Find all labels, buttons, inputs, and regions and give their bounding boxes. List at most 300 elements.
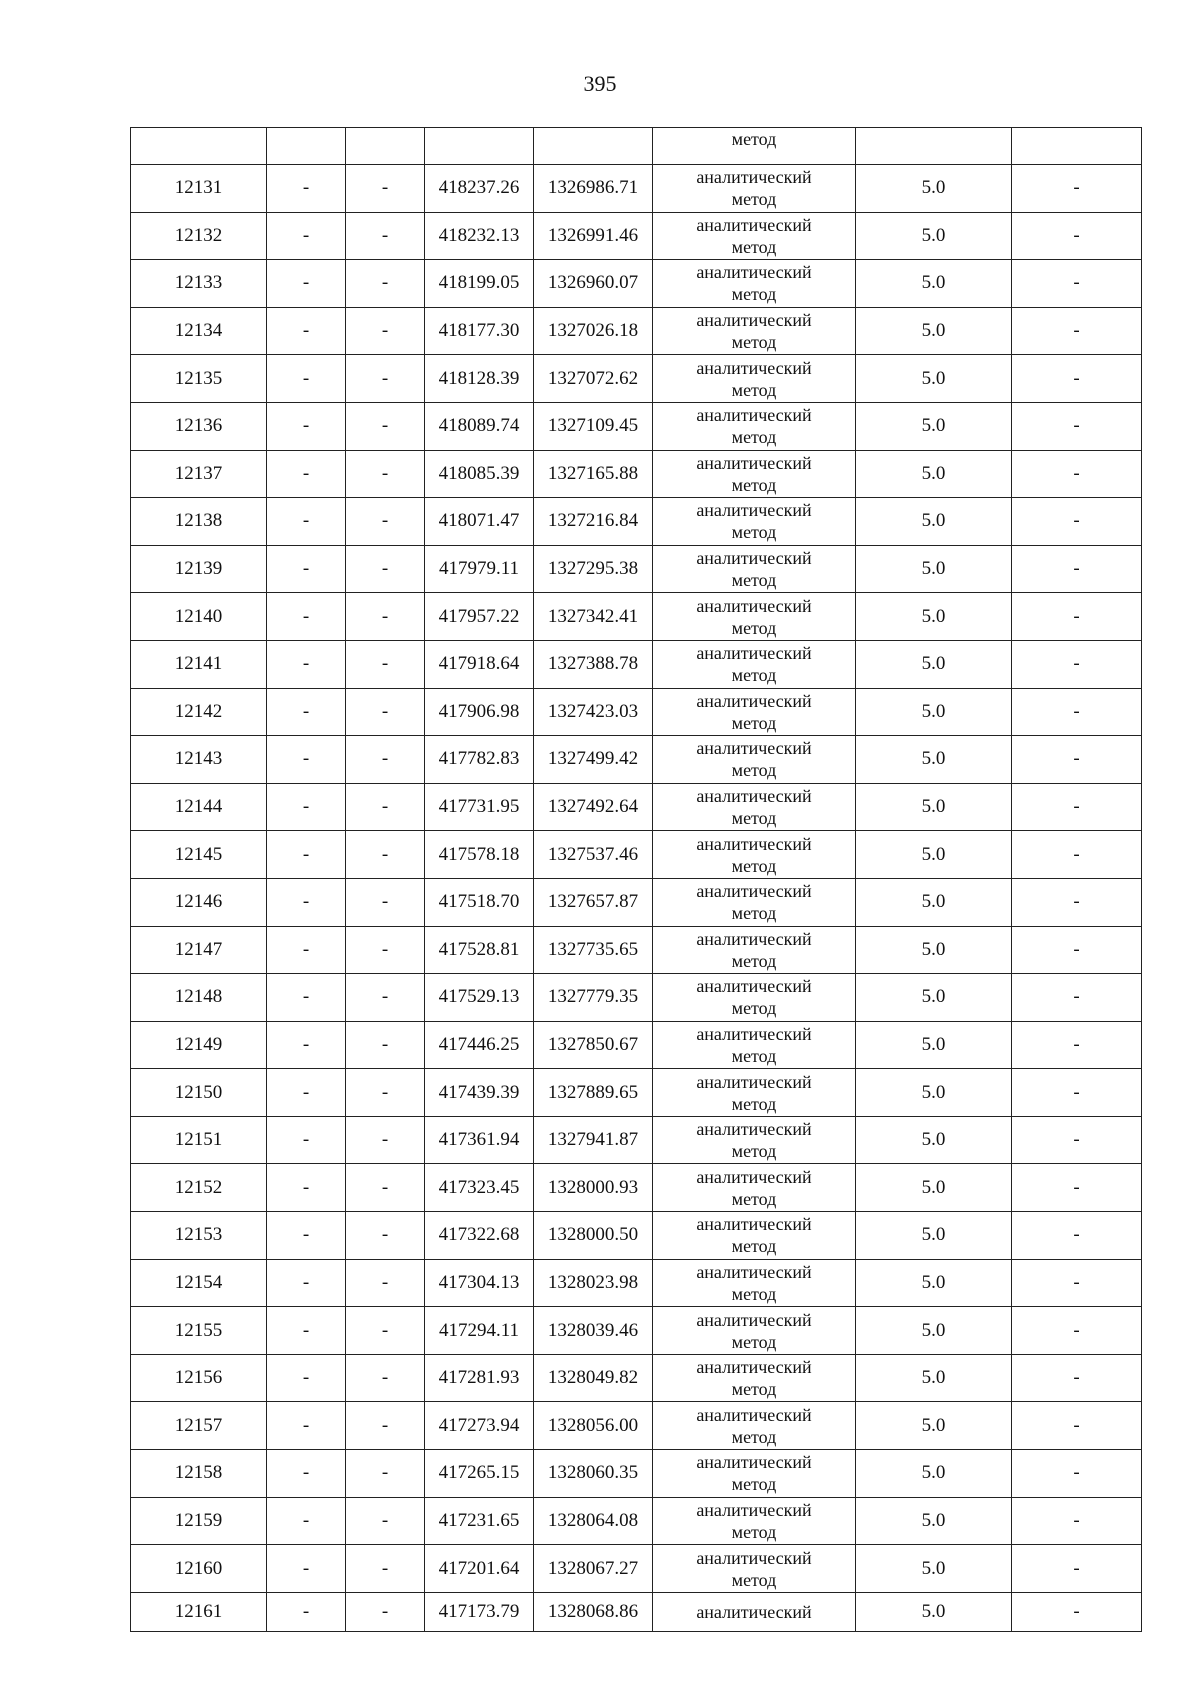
method-line-1: аналитический [696,1309,812,1330]
cell-col3: - [346,878,425,926]
cell-empty [346,128,425,165]
cell-accuracy: 5.0 [856,640,1012,688]
cell-col8: - [1012,1450,1142,1498]
method-line-1: аналитический [696,595,812,616]
cell-x: 417322.68 [425,1212,534,1260]
cell-col3: - [346,1259,425,1307]
cell-col3: - [346,307,425,355]
cell-x: 417294.11 [425,1307,534,1355]
cell-x: 418089.74 [425,402,534,450]
method-line-1: аналитический [696,405,812,426]
cell-empty [1012,128,1142,165]
cell-method [653,736,856,784]
cell-point-id: 12157 [131,1402,267,1450]
cell-col2: - [267,307,346,355]
cell-col2: - [267,498,346,546]
cell-col3: - [346,688,425,736]
cell-y: 1328000.50 [534,1212,653,1260]
method-line-2: метод [731,903,777,924]
cell-col2: - [267,1592,346,1631]
table-row [131,212,1142,260]
cell-method [653,640,856,688]
cell-col3: - [346,736,425,784]
cell-col2: - [267,545,346,593]
method-line-2: метод [731,712,777,733]
table-row [131,498,1142,546]
method-line-2: метод [731,1569,777,1590]
method-line-2: метод [731,427,777,448]
cell-col3: - [346,1545,425,1593]
cell-col3: - [346,1497,425,1545]
cell-empty [534,128,653,165]
cell-col8: - [1012,1116,1142,1164]
table-row [131,1116,1142,1164]
method-line-2: метод [731,1141,777,1162]
cell-method [653,1164,856,1212]
table-row [131,974,1142,1022]
cell-col2: - [267,831,346,879]
cell-accuracy: 5.0 [856,307,1012,355]
cell-col2: - [267,1069,346,1117]
cell-col3: - [346,1021,425,1069]
method-line-1: аналитический [696,548,812,569]
cell-accuracy: 5.0 [856,1259,1012,1307]
cell-method [653,450,856,498]
cell-method [653,260,856,308]
method-line-2: метод [731,1474,777,1495]
cell-point-id: 12158 [131,1450,267,1498]
cell-accuracy: 5.0 [856,1450,1012,1498]
cell-point-id: 12136 [131,402,267,450]
cell-col3: - [346,1354,425,1402]
cell-method [653,1259,856,1307]
cell-y: 1326991.46 [534,212,653,260]
cell-method [653,1592,856,1631]
table-row [131,545,1142,593]
cell-point-id: 12153 [131,1212,267,1260]
cell-accuracy: 5.0 [856,1307,1012,1355]
method-line-1: аналитический [696,214,812,235]
cell-col8: - [1012,783,1142,831]
cell-method [653,402,856,450]
method-line-1: аналитический [696,1071,812,1092]
coordinates-table [130,127,1142,1632]
cell-col2: - [267,974,346,1022]
method-line-2: метод [731,665,777,686]
cell-col2: - [267,1307,346,1355]
cell-accuracy: 5.0 [856,355,1012,403]
method-line-2: метод [731,1426,777,1447]
cell-y: 1327499.42 [534,736,653,784]
cell-accuracy: 5.0 [856,688,1012,736]
cell-col2: - [267,926,346,974]
table-body [131,128,1142,1632]
method-line-1: аналитический [696,881,812,902]
cell-point-id: 12156 [131,1354,267,1402]
continuation-row [131,128,1142,165]
table-row [131,688,1142,736]
table-row [131,355,1142,403]
cell-col2: - [267,1116,346,1164]
method-line-2: метод [731,950,777,971]
cell-x: 417304.13 [425,1259,534,1307]
cell-method [653,783,856,831]
cell-method [653,688,856,736]
cell-x: 417439.39 [425,1069,534,1117]
method-line-2: метод [731,808,777,829]
cell-method [653,1021,856,1069]
cell-col8: - [1012,1497,1142,1545]
cell-col2: - [267,165,346,213]
cell-empty [131,128,267,165]
cell-point-id: 12161 [131,1592,267,1631]
cell-col2: - [267,355,346,403]
cell-x: 417201.64 [425,1545,534,1593]
table-row [131,1259,1142,1307]
cell-col2: - [267,402,346,450]
cell-method-continuation: метод [653,128,856,165]
cell-accuracy: 5.0 [856,974,1012,1022]
cell-point-id: 12146 [131,878,267,926]
cell-x: 417528.81 [425,926,534,974]
method-line-2: метод [731,474,777,495]
cell-empty [425,128,534,165]
cell-col3: - [346,212,425,260]
cell-y: 1328039.46 [534,1307,653,1355]
cell-col3: - [346,165,425,213]
cell-y: 1327537.46 [534,831,653,879]
cell-col3: - [346,402,425,450]
cell-point-id: 12140 [131,593,267,641]
table-row [131,1164,1142,1212]
cell-method [653,1116,856,1164]
cell-col8: - [1012,307,1142,355]
cell-col2: - [267,783,346,831]
table-row [131,926,1142,974]
cell-method [653,1450,856,1498]
cell-col3: - [346,926,425,974]
method-line-2: метод [731,1188,777,1209]
method-line-1: аналитический [696,928,812,949]
cell-col3: - [346,1592,425,1631]
cell-accuracy: 5.0 [856,926,1012,974]
cell-col2: - [267,736,346,784]
cell-x: 417231.65 [425,1497,534,1545]
cell-col3: - [346,1450,425,1498]
method-line-2: метод [731,998,777,1019]
cell-col2: - [267,1354,346,1402]
cell-accuracy: 5.0 [856,1212,1012,1260]
cell-method [653,1212,856,1260]
cell-col8: - [1012,1212,1142,1260]
cell-y: 1327941.87 [534,1116,653,1164]
cell-point-id: 12155 [131,1307,267,1355]
table-row [131,783,1142,831]
cell-col2: - [267,1164,346,1212]
method-line-2: метод [731,284,777,305]
cell-accuracy: 5.0 [856,1592,1012,1631]
method-line-2: метод [731,1283,777,1304]
cell-col8: - [1012,212,1142,260]
cell-method [653,1497,856,1545]
cell-col2: - [267,640,346,688]
table-row [131,307,1142,355]
cell-col8: - [1012,1402,1142,1450]
method-line-1: аналитический [696,1119,812,1140]
table-row [131,736,1142,784]
cell-method [653,1354,856,1402]
cell-method [653,1069,856,1117]
cell-col8: - [1012,736,1142,784]
cell-point-id: 12154 [131,1259,267,1307]
cell-accuracy: 5.0 [856,450,1012,498]
cell-col3: - [346,450,425,498]
cell-col8: - [1012,640,1142,688]
method-line-2: метод [731,855,777,876]
method-line-2: метод [731,332,777,353]
table-row [131,165,1142,213]
method-line-2: метод [731,1521,777,1542]
table-row [131,1592,1142,1631]
cell-col8: - [1012,1021,1142,1069]
cell-point-id: 12150 [131,1069,267,1117]
cell-point-id: 12133 [131,260,267,308]
cell-point-id: 12160 [131,1545,267,1593]
cell-method [653,498,856,546]
cell-accuracy: 5.0 [856,783,1012,831]
table-row [131,1021,1142,1069]
cell-col2: - [267,450,346,498]
method-line-2: метод [731,1093,777,1114]
cell-x: 417918.64 [425,640,534,688]
cell-method [653,1307,856,1355]
method-line-1: аналитический [696,976,812,997]
cell-x: 417979.11 [425,545,534,593]
cell-accuracy: 5.0 [856,1354,1012,1402]
cell-col8: - [1012,1354,1142,1402]
cell-col8: - [1012,545,1142,593]
cell-x: 417906.98 [425,688,534,736]
cell-y: 1327109.45 [534,402,653,450]
cell-col3: - [346,545,425,593]
cell-col2: - [267,1545,346,1593]
cell-col8: - [1012,974,1142,1022]
cell-method [653,831,856,879]
cell-x: 417173.79 [425,1592,534,1631]
cell-x: 417731.95 [425,783,534,831]
method-line-2: метод [731,617,777,638]
cell-col2: - [267,1450,346,1498]
cell-method [653,545,856,593]
cell-x: 417281.93 [425,1354,534,1402]
cell-y: 1328060.35 [534,1450,653,1498]
cell-point-id: 12139 [131,545,267,593]
cell-col2: - [267,1021,346,1069]
cell-accuracy: 5.0 [856,878,1012,926]
cell-col3: - [346,498,425,546]
cell-col2: - [267,212,346,260]
method-line-2: метод [731,1379,777,1400]
cell-col2: - [267,1402,346,1450]
cell-col8: - [1012,165,1142,213]
cell-y: 1327026.18 [534,307,653,355]
table-row [131,1212,1142,1260]
method-line-1: аналитический [696,500,812,521]
cell-y: 1328000.93 [534,1164,653,1212]
cell-col8: - [1012,498,1142,546]
cell-accuracy: 5.0 [856,1164,1012,1212]
cell-method [653,1402,856,1450]
cell-col3: - [346,1402,425,1450]
cell-accuracy: 5.0 [856,593,1012,641]
cell-x: 417323.45 [425,1164,534,1212]
cell-x: 418232.13 [425,212,534,260]
cell-y: 1328049.82 [534,1354,653,1402]
method-line-1: аналитический [696,1166,812,1187]
cell-y: 1327216.84 [534,498,653,546]
table-row [131,831,1142,879]
cell-point-id: 12137 [131,450,267,498]
method-line-1: аналитический [696,1404,812,1425]
cell-point-id: 12134 [131,307,267,355]
cell-col3: - [346,355,425,403]
cell-col8: - [1012,926,1142,974]
cell-col8: - [1012,831,1142,879]
table-row [131,1069,1142,1117]
cell-col8: - [1012,1545,1142,1593]
cell-x: 418128.39 [425,355,534,403]
method-line-2: метод [731,1236,777,1257]
cell-method [653,307,856,355]
cell-point-id: 12135 [131,355,267,403]
table-row [131,1402,1142,1450]
cell-col3: - [346,593,425,641]
cell-y: 1328068.86 [534,1592,653,1631]
cell-point-id: 12145 [131,831,267,879]
cell-col3: - [346,1212,425,1260]
method-line-1: аналитический [696,1452,812,1473]
method-line-2: метод [731,379,777,400]
cell-y: 1327889.65 [534,1069,653,1117]
cell-col8: - [1012,1164,1142,1212]
cell-col3: - [346,783,425,831]
cell-point-id: 12148 [131,974,267,1022]
cell-x: 418071.47 [425,498,534,546]
cell-y: 1327342.41 [534,593,653,641]
table-row [131,1354,1142,1402]
method-line-1: аналитический [696,262,812,283]
method-line-1: аналитический [696,1601,812,1622]
cell-accuracy: 5.0 [856,402,1012,450]
cell-y: 1327388.78 [534,640,653,688]
cell-method [653,593,856,641]
cell-col3: - [346,1164,425,1212]
cell-method [653,878,856,926]
method-line-2: метод [731,570,777,591]
cell-y: 1327779.35 [534,974,653,1022]
cell-x: 417782.83 [425,736,534,784]
cell-point-id: 12151 [131,1116,267,1164]
method-line-1: аналитический [696,833,812,854]
cell-y: 1328023.98 [534,1259,653,1307]
cell-accuracy: 5.0 [856,545,1012,593]
cell-y: 1327492.64 [534,783,653,831]
table-row [131,640,1142,688]
cell-y: 1327735.65 [534,926,653,974]
cell-point-id: 12152 [131,1164,267,1212]
cell-y: 1326960.07 [534,260,653,308]
cell-x: 417578.18 [425,831,534,879]
cell-x: 418177.30 [425,307,534,355]
cell-col3: - [346,1116,425,1164]
cell-point-id: 12144 [131,783,267,831]
cell-point-id: 12159 [131,1497,267,1545]
cell-point-id: 12142 [131,688,267,736]
cell-x: 418085.39 [425,450,534,498]
cell-point-id: 12143 [131,736,267,784]
cell-col2: - [267,688,346,736]
cell-col2: - [267,260,346,308]
method-line-1: аналитический [696,786,812,807]
cell-accuracy: 5.0 [856,1545,1012,1593]
cell-accuracy: 5.0 [856,1116,1012,1164]
cell-accuracy: 5.0 [856,1021,1012,1069]
table-row [131,1450,1142,1498]
method-line-1: аналитический [696,643,812,664]
cell-accuracy: 5.0 [856,1402,1012,1450]
method-line-1: аналитический [696,167,812,188]
cell-col3: - [346,260,425,308]
method-line-2: метод [731,760,777,781]
method-line-1: аналитический [696,1214,812,1235]
cell-accuracy: 5.0 [856,498,1012,546]
method-line-1: аналитический [696,1357,812,1378]
cell-point-id: 12138 [131,498,267,546]
cell-empty [856,128,1012,165]
cell-col3: - [346,1069,425,1117]
cell-method [653,974,856,1022]
cell-y: 1327165.88 [534,450,653,498]
cell-x: 417529.13 [425,974,534,1022]
method-line-2: метод [731,522,777,543]
cell-x: 417446.25 [425,1021,534,1069]
cell-col3: - [346,1307,425,1355]
method-line-1: аналитический [696,1499,812,1520]
cell-x: 417273.94 [425,1402,534,1450]
cell-y: 1328067.27 [534,1545,653,1593]
cell-col3: - [346,974,425,1022]
cell-y: 1326986.71 [534,165,653,213]
cell-y: 1327295.38 [534,545,653,593]
cell-col8: - [1012,593,1142,641]
cell-accuracy: 5.0 [856,831,1012,879]
cell-accuracy: 5.0 [856,736,1012,784]
cell-col2: - [267,878,346,926]
cell-accuracy: 5.0 [856,165,1012,213]
method-line-1: аналитический [696,452,812,473]
cell-y: 1328064.08 [534,1497,653,1545]
cell-col8: - [1012,260,1142,308]
table-row [131,593,1142,641]
method-line-1: аналитический [696,1547,812,1568]
cell-col8: - [1012,688,1142,736]
method-line-1: аналитический [696,357,812,378]
cell-accuracy: 5.0 [856,1069,1012,1117]
method-line-1: аналитический [696,310,812,331]
cell-y: 1327072.62 [534,355,653,403]
table-row [131,878,1142,926]
cell-method [653,355,856,403]
